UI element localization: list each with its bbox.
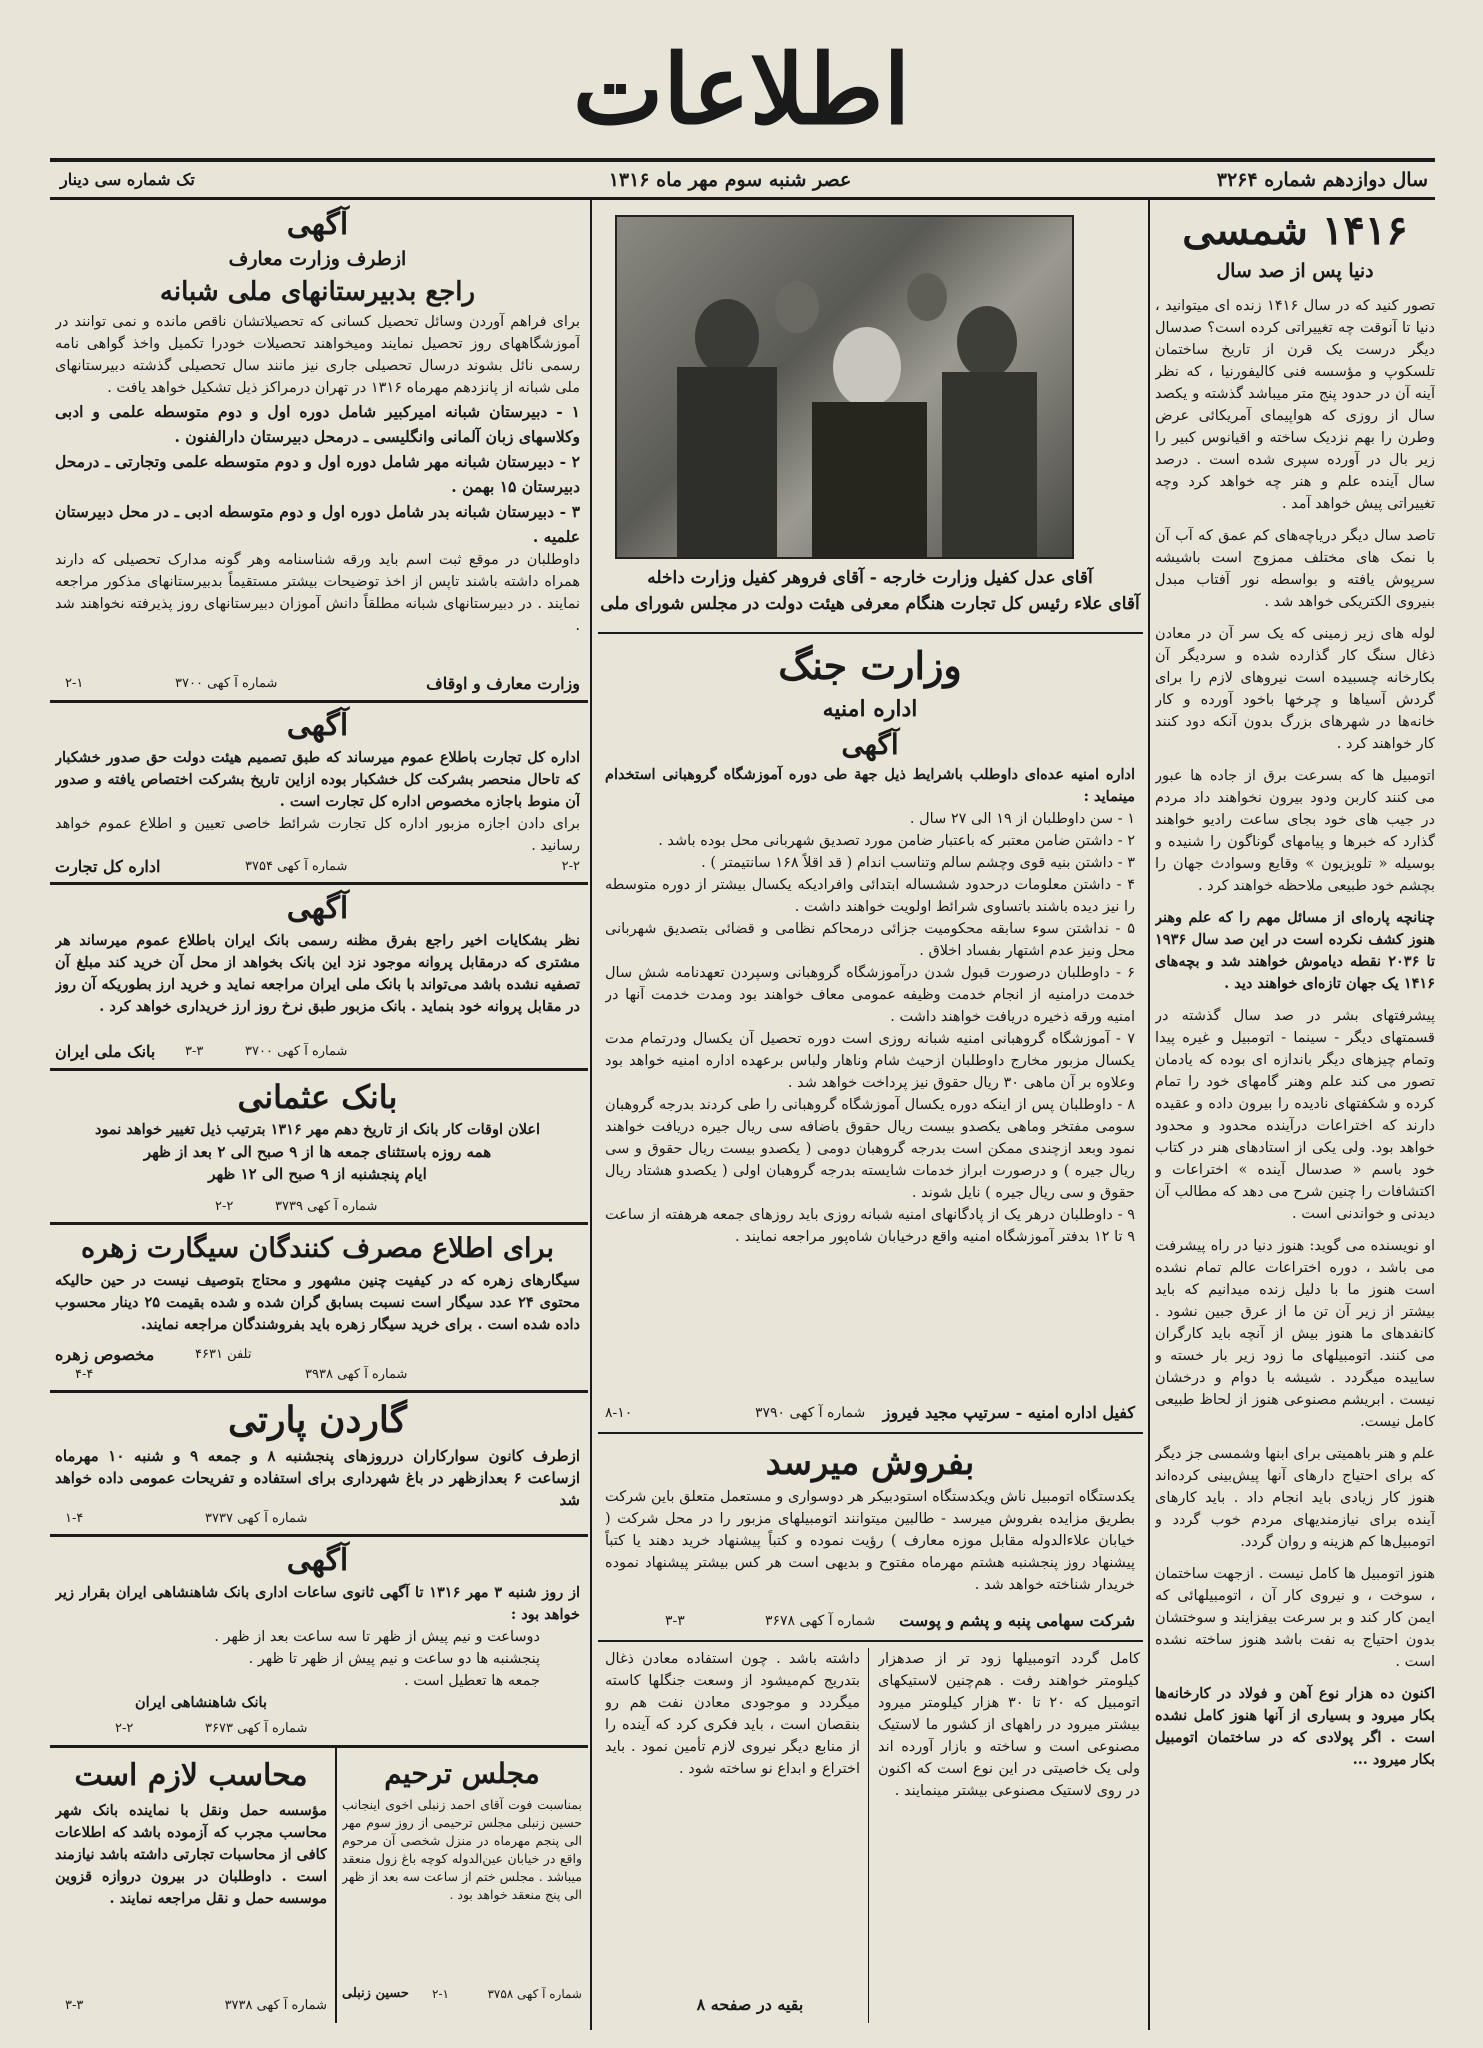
issue-date: عصر شنبه سوم مهر ماه ۱۳۱۶ [608,169,852,191]
signature: وزارت معارف و اوقاف [426,674,580,693]
ad-title: برای اطلاع مصرف کنندگان سیگارت زهره [81,1233,554,1264]
for-sale-footer [605,1608,1135,1634]
caption-line: آقای عدل کفیل وزارت خارجه - آقای فروهر کفیل وزارت داخله [647,568,1093,588]
notice-intro: اداره امنیه عده‌ای داوطلب باشرایط ذیل جهة طی دوره آموزشگاه گروهبانی استخدام مینماید : [605,766,1135,805]
masthead: اطلاعات [572,33,911,146]
ad-text: بمناسبت فوت آقای احمد زنبلی اخوی اینجانب حسین زنبلی مجلس ترحیمی از روز سوم مهر الی پنجم مهرماه در منزل شخصی آن مرحوم واقع در خیابان عین‌الدوله کوچه باغ زول منعقد میباشد . مجلس ختم از ساعت سه بعد از ظهر الی پنج منعقد خواهد بود . [342,1797,582,1902]
ad-item: ۲ - دبیرستان شبانه مهر شامل دوره اول و دوم متوسطه علمی وتجارتی ـ درمحل دبیرستان ۱۵ بهمن . [55,452,580,496]
ad-text: از روز شنبه ۳ مهر ۱۳۱۶ تا آگهی ثانوی ساعات اداری بانک شاهنشاهی ایران بقرار زیر خواهد بود : [55,1584,580,1623]
ad-trade-office [55,705,580,880]
notice-item: ۲ - داشتن ضامن معتبر که باعتبار ضامن مورد تصدیق شهربانی محل بوده باشد . [658,833,1135,849]
ad-code: ۳-۳ [65,1998,84,2013]
notice-title: وزارت جنگ [778,643,962,688]
ad-number: شماره آ کهی ۳۷۳۷ [205,1511,308,1526]
article-subtitle: دنیا پس از صد سال [1216,260,1374,282]
ad-footer [55,1995,327,2017]
phone: تلفن ۴۶۳۱ [195,1347,252,1362]
ad-label: آگهی [286,1543,349,1578]
for-sale-notice [605,1440,1135,1605]
ad-title: راجع بدبیرستانهای ملی شبانه [159,277,476,307]
ad-code: ۳-۳ [185,1044,204,1059]
article-paragraph: کامل گردد اتومبیلها زود تر از صدهزار کیلومتر خواهند رفت . هم‌چنین لاستیکهای اتومبیل که ۲۰ تا ۳۰ هزار کیلومتر میرود بیشتر میرود در راههای از کشور ما لاستیک مصنوعی است و ساخته و بازار آورده اند ولی یک خاصیتی در این نوع است که اکنون در روی لاستیک مصنوعی بیشتر مینمایند . [878,1651,1140,1799]
section-rule [598,632,1143,634]
notice-item: ۹ - داوطلبان درهر یک از پادگانهای امنیه شبانه روزی باید روزهای جمعه هرهفته از ساعت ۹ تا ۱۲ بدفتر آموزشگاه امنیه واقع درخیابان شاه‌پور مراجعه نمایند . [605,1207,1135,1245]
article-paragraph: هنوز اتومبیل ها کامل نیست . ازجهت ساختمان ، سوخت ، و نیروی کار آن ، اتومبیلهائی که ایمن کار کند و بر سرعت بیفزایند و سوختشان بدون احتیاج به نفت باشد هنوز ساخته نشده است . [1155,1566,1435,1670]
continued-note: بقیه در صفحه ۸ [696,1995,804,2014]
ad-text: نظر بشکایات اخیر راجع بفرق مظنه رسمی بانک ایران باطلاع عموم میرساند هر مشتری که درمقابل پروانه موجود نزد این بانک بخواهد از محل آن خرید کند مبلغ آن تصفیه نشده باشد می‌تواند با بانک ملی ایران مراجعه نماید و خرید ارز بطوریکه آن روز در مقابل پروانه خود بنماید . بانک مزبور طبق نرخ روز ارز خریداری خواهد کرد . [55,932,580,1015]
ad-accountant-wanted [55,1752,327,2022]
ad-code: ۲-۲ [115,1721,134,1736]
ad-item: ۳ - دبیرستان شبانه بدر شامل دوره اول و دوم متوسطه ادبی ـ در محل دبیرستان علمیه . [55,502,580,546]
signature: اداره کل تجارت [55,857,161,876]
ad-number: شماره آ کهی ۳۶۷۸ [765,1613,876,1629]
ad-number: شماره آ کهی ۳۷۰۰ [245,1044,348,1059]
ad-label: آگهی [286,891,349,926]
ad-text: داوطلبان در موقع ثبت اسم باید ورقه شناسنامه وهر گونه مدارک تحصیلی که دارند همراه داشته باشند تاپس از اخذ توضیحات بیشتر مستقیماً بدبیرستانهای مذکور مراجعه نمایند . در دبیرستانهای شبانه مطلقاً دانش آموزان دبیرستانهای روز پذیرفته نخواهند شد . [55,552,580,634]
ad-footer [55,1718,580,1740]
ad-number: شماره آ کهی ۳۷۳۸ [224,1998,327,2013]
ad-number: شماره آ کهی ۳۷۳۹ [275,1199,378,1214]
ad-footer [55,672,580,696]
ad-line: همه روزه باستثنای جمعه ها از ۹ صبح الی ۲ بعد از ظهر [143,1143,492,1161]
article-paragraph: اکنون ده هزار نوع آهن و فولاد در کارخانه‌ها بکار میرود و بسیاری از آنها هنوز کامل نشده است . اگر پولادی که در ساختمان اتومبیل بکار میرود ... [1155,1685,1435,1768]
ad-text: اداره کل تجارت باطلاع عموم میرساند که طبق تصمیم هیئت دولت حق‌ صدور خشکبار که تاحال منحصر بشرکت کل خشکبار بوده ازاین تاریخ بشرکت اختصاص یافته و صدور آن منوط باجازه مخصوص اداره کل تجارت است . [55,749,580,810]
article-paragraph: اتومبیل ها که بسرعت برق از جاده ها عبور می کنند کاربن ودود بیرون نخواهند داد مردم در جیب های خود بجای ساعت رادیو خواهند گذارد که خبرها و پیامهای گوناگون را شنیده و بوسیله « تلویزیون » وقایع وسوادث جهان را بچشم خود طبیعی ملاحظه خواهند کرد . [1155,768,1435,894]
cabinet-photo [615,215,1074,559]
ad-title: محاسب لازم است [74,1758,308,1793]
ad-title: مجلس ترحیم [384,1757,540,1790]
column-divider [868,1648,869,2023]
article-paragraph: علم و هنر باهمیتی برای ابنها وشمسی جز دیگر که برای احتیاج دار‌های آنها پیش‌بینی کرده‌اند هنوز کار زیادی باید انجام داد . باید کارهای آینده برای نیازمندیهای مردم خوب گردد و اتومبیل‌ها کم هزینه و روان گردد. [1155,1446,1435,1550]
section-rule [50,700,588,703]
notice-item: ۱ - سن داوطلبان از ۱۹ الی ۲۷ سال . [909,811,1135,827]
column-divider [335,1748,337,2023]
ad-item: ۱ - دبیرستان شبانه امیرکبیر شامل دوره اول و دوم متوسطه علمی و ادبی وکلاسهای زبان آلمانی وانگلیسی ـ درمحل دبیرستان دارالفنون . [55,402,580,446]
ad-line: پنجشنبه ها دو ساعت و نیم پیش از ظهر تا ظهر . [248,1651,540,1667]
article-paragraph: لوله های زیر زمینی که یک سر آن در معادن ذغال سنگ کار گذارده شده و سردیگر آن بکارخانه چسبیده است نیروهای لازم را برای گردش آسیاها و چرخها باخود آورده و کار خانه‌ها در شهرهای بزرگ بدون آنکه دود کنند کار خواهند کرد . [1155,626,1435,752]
signature: شرکت سهامی پنبه و پشم و پوست [899,1611,1135,1630]
article-paragraph: داشته باشد . چون استفاده معادن ذغال بتدریج کم‌میشود از وسعت جنگلها کاسته میگردد و موجودی معادن نفت هم رو بنقصان است ، باید فکری کرد که آینده را از منابع دیگر نیروی لازم تأمین نمود . باید اختراع و ابداع نو ساخته شود . [605,1651,860,1777]
section-rule [50,1222,588,1225]
signature: کفیل اداره امنیه - سرتیپ مجید فیروز [882,1403,1135,1422]
right-column-article [1155,205,1435,2025]
continued-article-column [605,1648,860,1988]
notice-subtitle: اداره امنیه [822,696,918,722]
column-divider [590,200,592,2030]
ad-from: ازطرف وزارت معارف [228,248,407,270]
column-divider [1148,200,1150,2030]
ad-number: شماره آ کهی ۳۷۵۸ [487,1987,582,2001]
ad-text: برای دادن اجازه مزبور اداره کل تجارت شرائط خاصی تعیین و اطلاع عموم خواهد رسانید . [55,816,580,854]
ad-number: شماره آ کهی ۳۹۳۸ [305,1367,408,1382]
signature: مخصوص زهره [55,1345,155,1364]
article-paragraph: تاصد سال دیگر دریاچه‌های کم عمق که آب آن با نمک های مختلف ممزوج است باشیشه سرپوش یافته و بواسطه نور آفتاب مبدل بنیروی الکتریکی خواهد شد . [1155,528,1435,610]
section-rule [50,1390,588,1393]
notice-title: بفروش میرسد [765,1443,975,1483]
masthead-rule [50,158,1435,162]
ad-code: ۲-۱ [65,676,84,691]
ad-number: شماره آ کهی ۳۷۵۴ [245,859,348,874]
article-paragraph: چنانچه پاره‌ای از مسائل مهم را که علم وهنر هنوز کشف نکرده است در این صد سال ۱۹۳۶ تا ۲۰۳۶ نقطه دیاموش خواهند شد و بچه‌های ۱۴۱۶ یک جهان تازه‌ای خواهند دید . [1155,909,1435,992]
section-rule [598,1432,1143,1434]
ad-text: اعلان اوقات کار بانک از تاریخ دهم مهر ۱۳۱۶ بترتیب ذیل تغییر خواهد نمود [94,1121,541,1138]
notice-item: ۳ - داشتن بنیه قوی وچشم سالم وتناسب اندام ( قد اقلاً ۱۶۸ سانتیمتر ) . [701,855,1135,871]
ad-imperial-bank [55,1540,580,1740]
ad-footer [55,1196,580,1218]
ad-footer [55,855,580,879]
ad-number: شماره آ کهی ۳۷۰۰ [175,676,278,691]
war-ministry-notice [605,640,1135,1430]
continued-article-column [878,1648,1140,2018]
section-rule [50,1534,588,1537]
ad-text: سیگارهای زهره که در کیفیت چنین مشهور و محتاج بتوصیف نیست در حین حالیکه محتوی ۲۴ عدد سیگار است نسبت بسابق گران شده و شده بقیمت ۲۵ دینار محسوب داده شده است . برای خرید سیگار زهره باید بفروشندگان مراجعه نمایند. [55,1272,580,1333]
ad-memorial-service [342,1752,582,2022]
ad-footer [55,1040,580,1064]
ad-text: ازطرف کانون سوارکاران درروزهای پنجشنبه ۸ و جمعه ۹ و شنبه ۱۰ مهرماه ازساعت ۶ بعدازظهر در باغ شهرداری برای استفاده و تفریحات عمومی داده خواهد شد [55,1447,580,1509]
header-rule [50,197,1435,200]
ad-text: مؤسسه حمل ونقل با نماینده بانک شهر محاسب مجرب که آزموده باشد که اطلاعات کافی از محاسبات تجارتی داشته باشد نیازمند است . داوطلبان در بیرون دروازه قزوین موسسه حمل و نقل مراجعه نمایند . [55,1802,327,1907]
signature: بانک شاهنشاهی ایران [135,1694,267,1711]
ad-code: ۳-۳ [665,1613,685,1629]
notice-item: ۸ - داوطلبان پس از اینکه دوره یکسال آموزشگاه گروهبانی را طی کردند بدرجه گروهبان سومی مفتخر وماهی یکصدو بیست ریال حقوق باضافه سی ریال جیره دریافت خواهند نمود وبعد ازچندی ممکن است بدرجه گروهبان دومی ( یکصدو بیست ریال حقوق و سی ریال جیره ) و درصورت ابراز خدمات شایسته بدرجه گروهبان اولی ( یکصدو هشتاد ریال حقوق و سی ریال جیره ) نایل شوند . [605,1097,1135,1201]
article-paragraph: پیشرفتهای بشر در صد سال گذشته در قسمتهای دیگر - سینما - اتومبیل و غیره پیدا وتمام چیزهای دیگر باندازه ای بوده که یادمان تصور می کند علم وهنر گامهای خود را تمام کرده و شکفتهای نادیده را بیرون داده و عقیده دارند که اختراعات درآینده محدود و محدود خواهد بود. ولی یکی از استادهای هنر در کتاب خود باسم « صدسال آینده » اختراعات و اکتشافات را چنین شرح می دهد که مطالب آن دیدنی و خواندنی است . [1155,1008,1435,1222]
ad-bank-melli [55,888,580,1063]
ad-title: گاردن پارتی [228,1399,407,1441]
ad-text: برای فراهم آوردن وسائل تحصیل کسانی که تحصیلاتشان ناقص مانده و نمی توانند در آموزشگاههای روز تحصیل نمایند ومیخواهند تحصیلات خودرا تکمیل واخذ گواهی نامه رسمی نائل بشوند درسال تحصیلی جاری نیز مانند سال تحصیلی گذشته دبیرستانهای ملی شبانه از پانزدهم مهرماه ۱۳۱۶ در تهران درمراکز ذیل تشکیل خواهد یافت . [55,314,580,396]
issue-number: سال دوازدهم شماره ۳۲۶۴ [1216,169,1428,191]
photo-caption [600,565,1140,617]
ad-title: بانک عثمانی [237,1078,398,1116]
ad-line: ایام پنجشنبه از ۹ صبح الی ۱۲ ظهر [208,1165,427,1183]
ad-education-ministry [55,205,580,695]
notice-text: یکدستگاه اتومبیل ناش ویکدستگاه استودبیکر هر دوسواری و مستعمل متعلق باین شرکت بطریق مزایده بفروش میرسد - طالبین میتوانند اتومبیلهای مزبور را در محل شرکت ( خیابان علاءالدوله مقابل موزه معارف ) رؤیت نموده و کتباً پیشنهاد خرید دهند یا کتباً پیشنهاد روز پنجشنبه هشتم مهرماه مفتوح و بدیهی است هر کس بیشتر پیشنهاد نموده خریدار شناخته خواهد شد . [605,1489,1135,1593]
ad-code: ۲-۱ [432,1987,449,2001]
ad-code: ۲-۲ [561,859,580,874]
notice-item: ۷ - آموزشگاه گروهبانی امنیه شبانه روزی است دوره تحصیل آن یکسال ودرتمام مدت یکسال مزبور مخارج داوطلبان ازحیث شام وناهار ولباس برعهده اداره امنیه خواهد بود وعلاوه بر آن ماهی ۳۰ ریال حقوق نیز پرداخت خواهد شد . [605,1031,1135,1091]
section-rule [50,1068,588,1071]
caption-line: آقای علاء رئیس کل تجارت هنگام معرفی هیئت دولت در مجلس شورای ملی [600,594,1140,614]
ad-footer [55,1508,580,1530]
signature: حسین زنبلی [342,1986,409,2001]
ad-code: ۲-۲ [215,1199,234,1214]
ad-number: شماره آ کهی ۳۷۹۰ [755,1405,866,1421]
article-title: ۱۴۱۶ شمسی [1182,207,1408,254]
notice-item: ۶ - داوطلبان درصورت قبول شدن درآموزشگاه گروهبانی وسپردن تعهدنامه شش سال خدمت درامنیه از انجام خدمت وظیفه عمومی معاف خواهند بود ومدت خدمت آنها در امنیه ورقه ذخیره دریافت خواهند داشت . [605,965,1135,1025]
notice-label: آگهی [841,728,899,761]
ad-code: ۸-۱۰ [605,1405,633,1421]
photo-figures [617,217,1072,557]
notice-item: ۵ - نداشتن سوء سابقه محکومیت جزائی درمحاکم نظامی و قضائی بتصدیق شهربانی محل ونیز عدم اشتهار بفساد اخلاق . [605,921,1135,959]
article-paragraph: او نویسنده می گوید: هنوز دنیا در راه پیشرفت می باشد ، دوره اختراعات عالم تمام نشده است هنوز ما با دلیل زنده میدانیم که باید بیشتر از زیر آن تن ما از عرق جبین نشود . کانفدهای ما هنوز بیش از آنچه باید کارگران می کنند. اتومبیلهای ما زود زیر بار خسته و ساییده میگردد . شیشه با دوام و درخشان نیست . ابریشم مصنوعی هنوز از لحاظ طبیعی کامل نیست. [1155,1238,1435,1430]
issue-price: تک شماره سی دینار [60,170,195,189]
ad-line: جمعه ها تعطیل است . [404,1673,540,1689]
ad-line: دوساعت و نیم پیش از ظهر تا سه ساعت بعد از ظهر . [214,1629,540,1645]
ad-footer [342,1985,582,2021]
notice-item: ۴ - داشتن معلومات درحدود ششساله ابتدائی وافرادیکه یکسال بیشتر از دوره متوسطه را نیز دیده باشند باتساوی شرائط اولویت خواهند داشت . [605,877,1135,915]
section-rule [598,1640,1143,1642]
section-rule [50,882,588,885]
ad-label: آگهی [286,708,349,743]
ad-code: ۱-۴ [65,1511,84,1526]
signature: بانک ملی ایران [55,1042,156,1061]
war-ministry-footer [605,1400,1135,1426]
article-paragraph: تصور کنید که در سال ۱۴۱۶ زنده ای میتوانید ، دنیا تا آنوقت چه تغییراتی کرده است؟ صدسال دیگر درست یک قرن از تاریخ ساختمان تلسکوپ و مؤسسه فنی کالیفورنیا ، که نظر آینه آن در حدود پنج متر میباشد گذشته و یکصد سال از روزی که هواپیمای آمریکائی عرض وطرن را بهم نزدیک ساخته و اقیانوس کبیر را زیر بال در آورده سپری شده است . درصد سال آینده علم و هنر چه خواهد کرد وچه تغییراتی پیش خواهد آمد . [1155,298,1435,512]
ad-number: شماره آ کهی ۳۶۷۳ [205,1721,308,1736]
ad-code: ۴-۴ [75,1367,94,1382]
section-rule [50,1745,588,1748]
ad-footer [55,1345,580,1385]
ad-label: آگهی [286,207,349,242]
